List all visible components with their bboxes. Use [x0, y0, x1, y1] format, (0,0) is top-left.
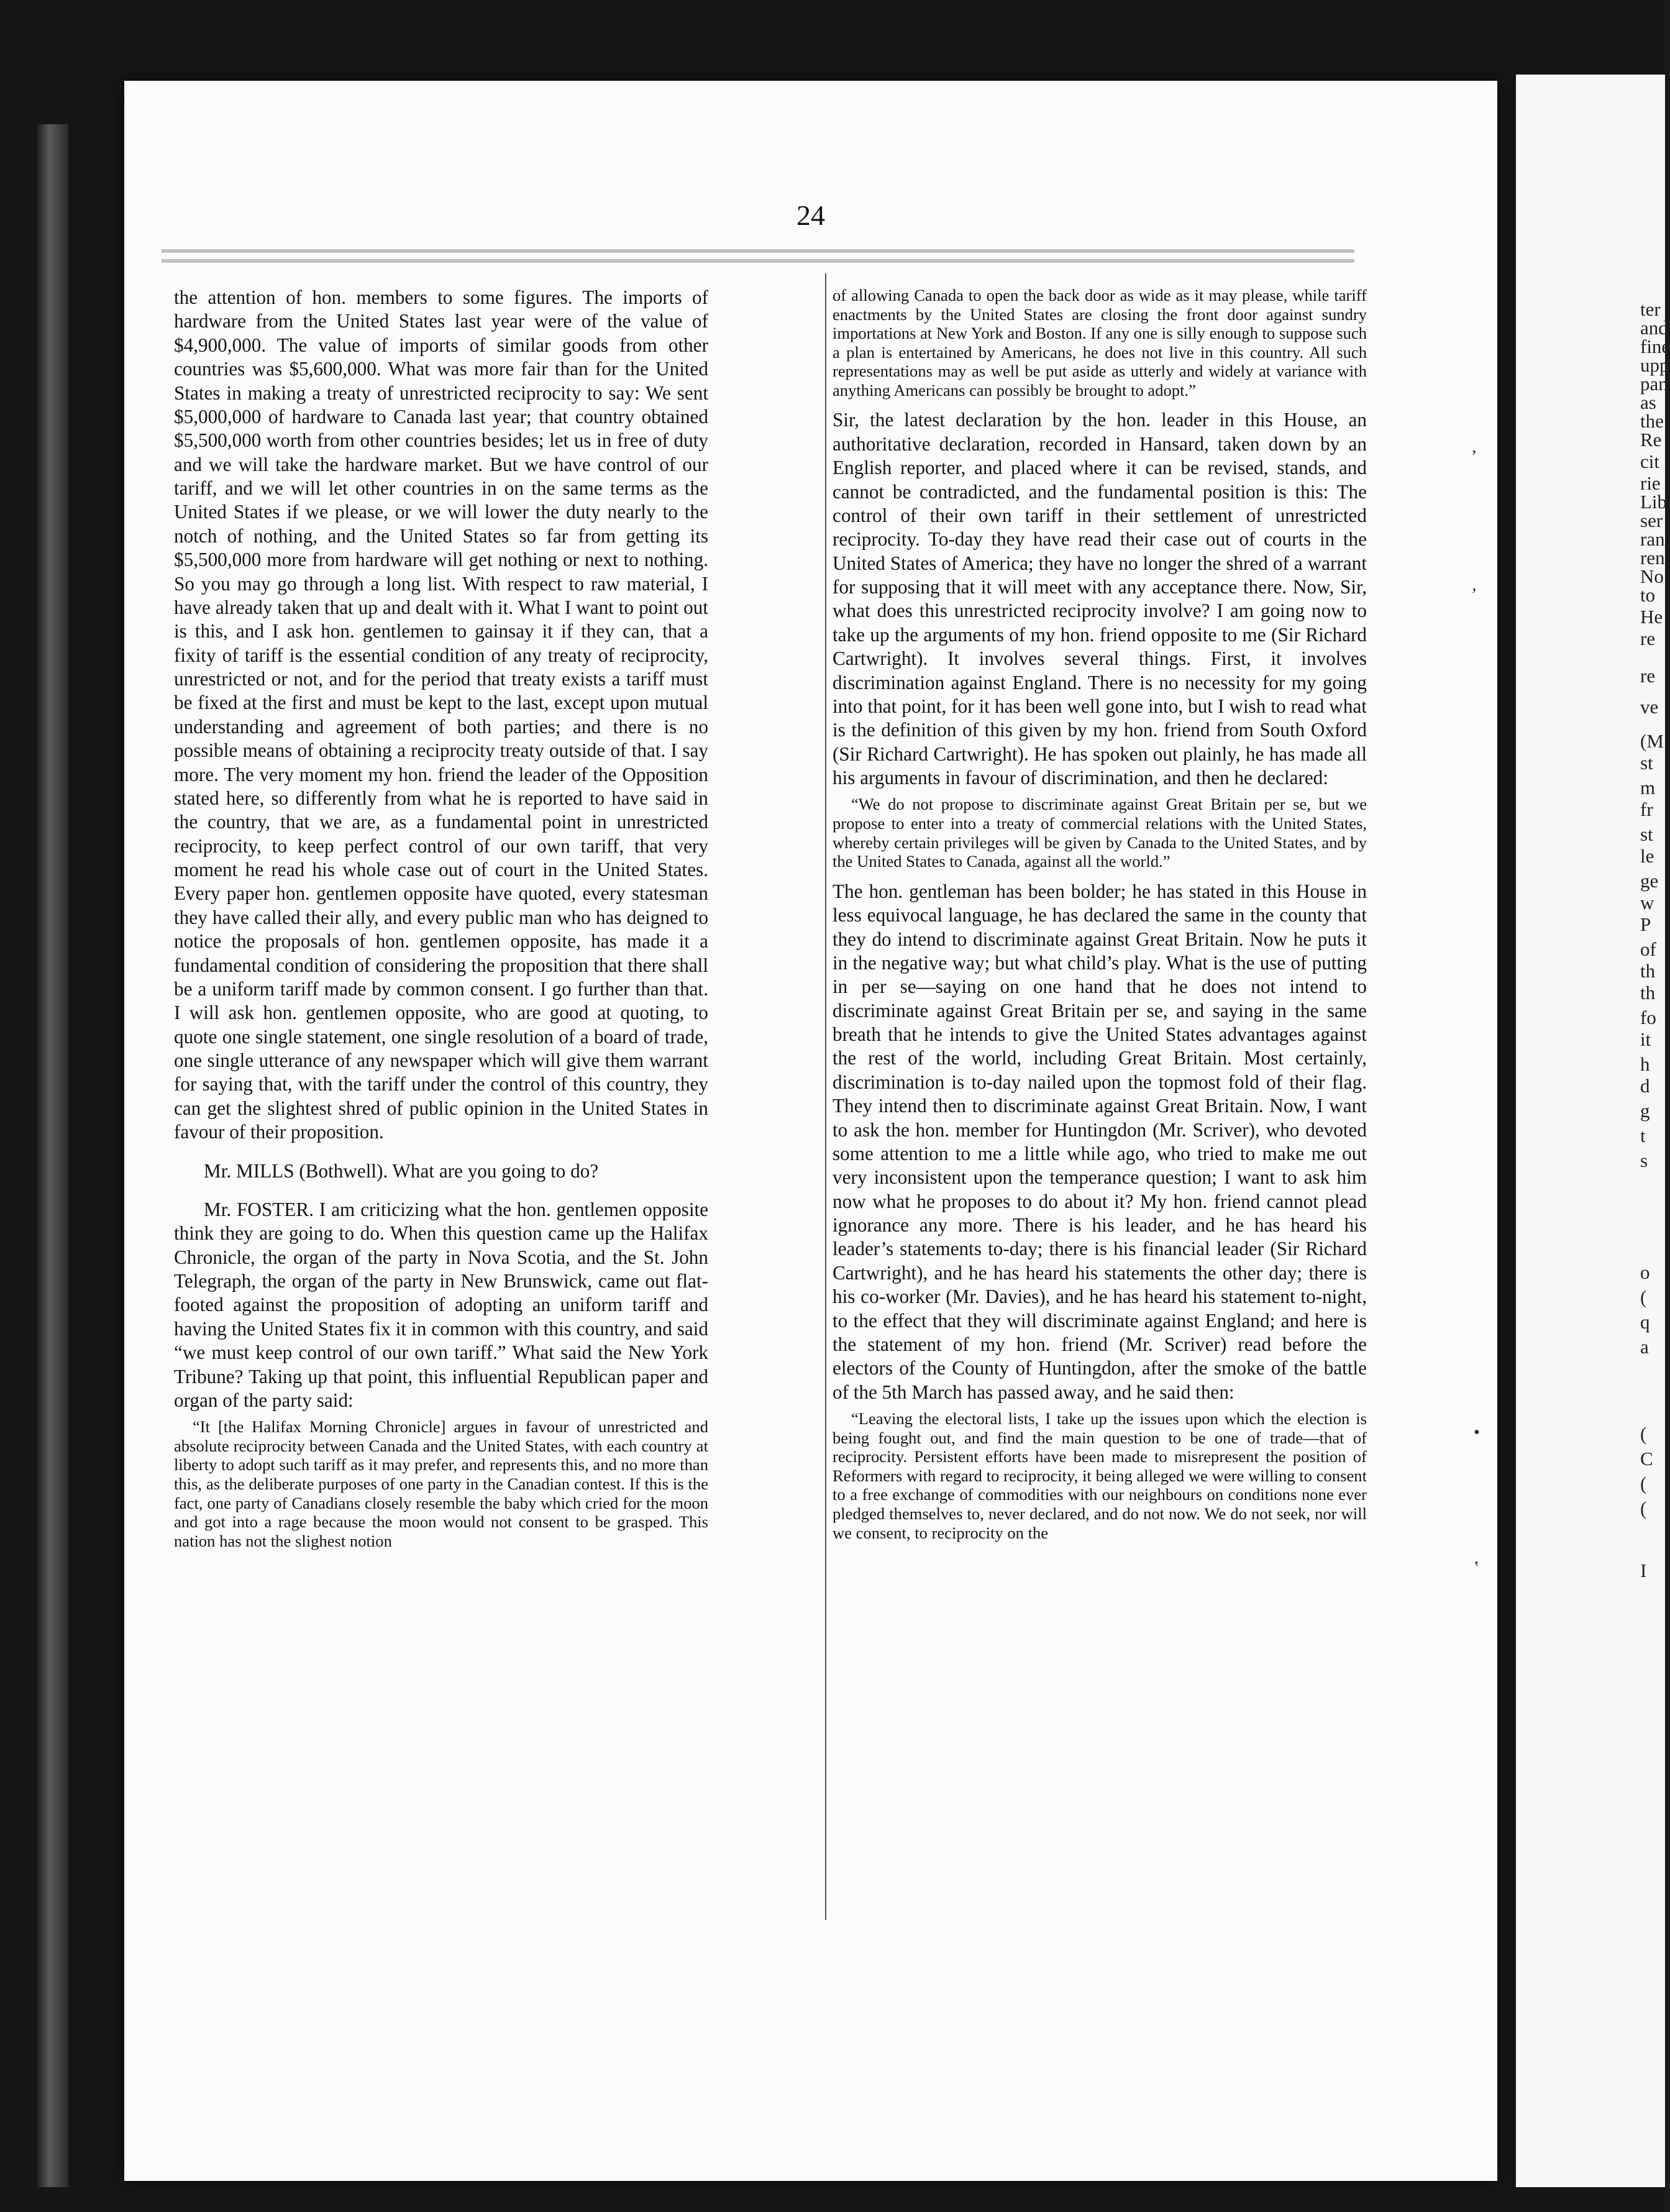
adjacent-page-fragment: C	[1640, 1448, 1653, 1469]
adjacent-page-fragment: pan	[1640, 373, 1668, 395]
adjacent-page-fragment: h	[1640, 1053, 1650, 1075]
adjacent-page-fragment: (	[1640, 1286, 1647, 1308]
adjacent-page-fragment: fo	[1640, 1007, 1656, 1028]
adjacent-page-fragment: fine	[1640, 336, 1670, 357]
paragraph: Sir, the latest declaration by the hon. leader in this House, an authoritative declaration, recorded in Hansard, taken down by an English reporter, and placed where it can be revised, stands, and cannot be contradicted, and the fundamental position is this: The control of their own tariff in their settlement of unrestricted reciprocity. To-day they have read their case out of courts in the United States of America; they have no longer the shred of a warrant for supposing that it will meet with any acceptance there. Now, Sir, what does this unrestricted reciprocity involve? I am going now to take up the arguments of my hon. friend opposite to me (Sir Richard Cartwright). It involves several things. First, it involves discrimination against England. There is no necessity for my going into that point, for it has been well gone into, but I wish to read what is the definition of this given by my hon. friend from South Oxford (Sir Richard Cartwright). He has spoken out plainly, he has made all his arguments in favour of discrimination, and then he declared:	[833, 409, 1367, 789]
header-rule	[162, 250, 1354, 252]
adjacent-page-fragment: le	[1640, 845, 1654, 867]
adjacent-page-fragment: ser	[1640, 510, 1663, 531]
adjacent-page-fragment: to	[1640, 584, 1656, 606]
paragraph: The hon. gentleman has been bolder; he has stated in this House in less equivocal language, he has declared the same in the county that they do intend to discriminate against Great Britain. Now he puts it in the negative way; but what child’s play. What is the use of putting in per se—saying on one hand that he does not intend to discriminate against Great Britain per se, and saying in the same breath that he intends to give the United States advantages against the rest of the world, including Great Britain. Most certainly, discrimination is to-day nailed upon the topmost fold of their flag. They intend then to discriminate against Great Britain. Now, I want to ask the hon. member for Huntingdon (Mr. Scriver), who devoted some attention to me a little while ago, who tried to make me out very inconsistent upon the temperance question; I want to ask him now what he proposes to do about it? My hon. friend cannot plead ignorance any more. There is his leader, and he has heard his leader’s statements to-day; there is his financial leader (Sir Richard Cartwright), and he has heard his statements the other day; there is his co-worker (Mr. Davies), and he has heard his statement to-night, to the effect that they will discriminate against England; and here is the statement of my hon. friend (Mr. Scriver) read before the electors of the County of Huntingdon, after the smoke of the battle of the 5th March has passed away, and he said then:	[833, 880, 1367, 1403]
book-spine	[37, 124, 68, 2187]
right-column	[833, 286, 1367, 1551]
adjacent-page-fragment: ran	[1640, 528, 1665, 550]
speaker-paragraph: Mr. MILLS (Bothwell). What are you going to do?	[204, 1159, 599, 1182]
adjacent-page-fragment: (	[1640, 1497, 1647, 1519]
column-divider	[825, 273, 826, 1920]
margin-mark: •	[1474, 1423, 1480, 1442]
block-quote: “It [the Halifax Morning Chronicle] argues in favour of unrestricted and absolute reciprocity between Canada and the United States, with each country at liberty to adopt such tariff as it may prefer, and represents this, and no more than this, as the deliberate purposes of one party in the Canadian contest. If this is the fact, one party of Canadians closely resemble the baby which cried for the moon and got into a rage because the moon would not consent to be grasped. This nation has not the slighest notion	[174, 1417, 708, 1550]
adjacent-page-fragment: ge	[1640, 870, 1659, 892]
margin-mark: ʼ	[1471, 585, 1477, 605]
adjacent-page-fragment: o	[1640, 1261, 1650, 1283]
adjacent-page-fragment: ve	[1640, 696, 1659, 718]
adjacent-page-fragment: w	[1640, 892, 1654, 913]
adjacent-page-fragment: (M	[1640, 730, 1664, 752]
adjacent-page-fragment: upp	[1640, 354, 1669, 376]
speaker-paragraph: Mr. FOSTER. I am criticizing what the hon. gentlemen opposite think they are going to do. When this question came up the Halifax Chronicle, the organ of the party in Nova Scotia, and the St. John Telegraph, the organ of the party in New Brunswick, came out flat-footed against the proposition of adopting an uniform tariff and having the United States fix it in common with this country, and said “we must keep control of our own tariff.” What said the New York Tribune? Taking up that point, this influential Republican paper and organ of the party said:	[174, 1198, 708, 1411]
adjacent-page-fragment: th	[1640, 960, 1656, 982]
block-quote: “Leaving the electoral lists, I take up the issues upon which the election is being fought out, and find the main question to be one of trade—that of reciprocity. Persistent efforts have been made to misrepresent the position of Reformers with regard to reciprocity, it being alleged we were willing to consent to a free exchange of commodities with our neighbours on conditions none ever pledged themselves to, never declared, and do not now. We do not seek, nor will we consent, to reciprocity on the	[833, 1409, 1367, 1542]
block-quote: “We do not propose to discriminate against Great Britain per se, but we propose to enter into a treaty of commercial relations with the United States, whereby certain privileges will be given by Canada to the United States, and by the United States to Canada, against all the world.”	[833, 795, 1367, 871]
adjacent-page-fragment: q	[1640, 1311, 1650, 1333]
header-rule-secondary	[162, 260, 1354, 262]
adjacent-page-fragment: th	[1640, 982, 1656, 1003]
adjacent-page-fragment: of	[1640, 938, 1656, 960]
adjacent-page-fragment: t	[1640, 1125, 1646, 1146]
block-quote: of allowing Canada to open the back door as wide as it may please, while tariff enactments by the United States are closing the front door against sundry importations at New York and Boston. If any one is silly enough to suppose such a plan is entertained by Americans, he does not live in this country. All such representations may as well be put aside as utterly and widely at variance with anything Americans can possibly be brought to adopt.”	[833, 286, 1367, 400]
adjacent-page-fragment: it	[1640, 1028, 1651, 1050]
adjacent-page-fragment: d	[1640, 1075, 1650, 1097]
adjacent-page-fragment: m	[1640, 777, 1656, 798]
adjacent-page-fragment: I	[1640, 1560, 1647, 1581]
adjacent-page-fragment: cit	[1640, 450, 1659, 472]
paragraph: the attention of hon. members to some figures. The imports of hardware from the United States last year were of the value of $4,900,000. The value of imports of similar goods from other countries was $5,600,000. What was more fair than for the United States in making a treaty of unrestricted reciprocity to say: We sent $5,000,000 of hardware to Canada last year; that country obtained $5,500,000 worth from other countries besides; let us in free of duty and we will take the hardware market. But we have control of our tariff, and we will let other countries in on the same terms as the United States if we please, or we will lower the duty nearly to the notch of nothing, and the United States so far from getting its $5,500,000 more from hardware will get nothing or next to nothing. So you may go through a long list. With respect to raw material, I have already taken that up and dealt with it. What I want to point out is this, and I ask hon. gentlemen to gainsay it if they can, that a fixity of tariff is the essential condition of any treaty of reciprocity, unrestricted or not, and for the period that treaty exists a tariff must be fixed at the first and must be kept to the last, except upon mutual understanding and agreement of both parties; and there is no possible means of obtaining a reciprocity treaty outside of that. I say more. The very moment my hon. friend the leader of the Opposition stated here, so differently from what he is reported to have said in the country, that we are, as a fundamental point in unrestricted reciprocity, to keep perfect control of our own tariff, that very moment he read his whole case out of court in the United States. Every paper hon. gentlemen opposite have quoted, every statesman they have called their ally, and every public man who has deigned to notice the proposals of hon. gentlemen opposite, has made it a fundamental condition of considering the proposition that there shall be a uniform tariff made by common consent. I go further than that. I will ask hon. gentlemen opposite, who are good at quoting, to quote one single statement, one single resolution of a board of trade, one single utterance of any newspaper which will give them warrant for saying that, with the tariff under the control of this country, they can get the slightest shred of public opinion in the United States in favour of their proposition.	[174, 286, 708, 1143]
adjacent-page-fragment: a	[1640, 1336, 1649, 1358]
adjacent-page-fragment: fr	[1640, 798, 1653, 820]
adjacent-page-fragment: P	[1640, 913, 1651, 935]
adjacent-page-fragment: (	[1640, 1423, 1647, 1445]
adjacent-page-fragment: the	[1640, 410, 1664, 432]
adjacent-page-fragment: and	[1640, 317, 1668, 339]
adjacent-page-fragment: re	[1640, 628, 1656, 649]
adjacent-page-fragment: No	[1640, 565, 1664, 587]
adjacent-page-fragment: He	[1640, 606, 1663, 628]
adjacent-page-fragment: Lib	[1640, 491, 1668, 513]
margin-mark: ʽ	[1474, 1558, 1480, 1578]
adjacent-page-fragment: as	[1640, 391, 1656, 413]
adjacent-page-fragment: st	[1640, 823, 1653, 845]
adjacent-page-fragment: rie	[1640, 472, 1661, 494]
adjacent-page-fragment: ren	[1640, 547, 1665, 569]
adjacent-page-fragment: ter	[1640, 298, 1661, 320]
margin-mark: ʼ	[1471, 447, 1477, 467]
adjacent-page-fragment: st	[1640, 752, 1653, 774]
adjacent-page-fragment: (	[1640, 1473, 1647, 1494]
adjacent-page-fragment: s	[1640, 1149, 1648, 1171]
adjacent-page-fragment: g	[1640, 1100, 1650, 1122]
page-number: 24	[796, 199, 825, 231]
adjacent-page-fragment: Re	[1640, 429, 1662, 450]
adjacent-page-fragment: re	[1640, 665, 1656, 687]
left-column	[174, 286, 708, 1559]
